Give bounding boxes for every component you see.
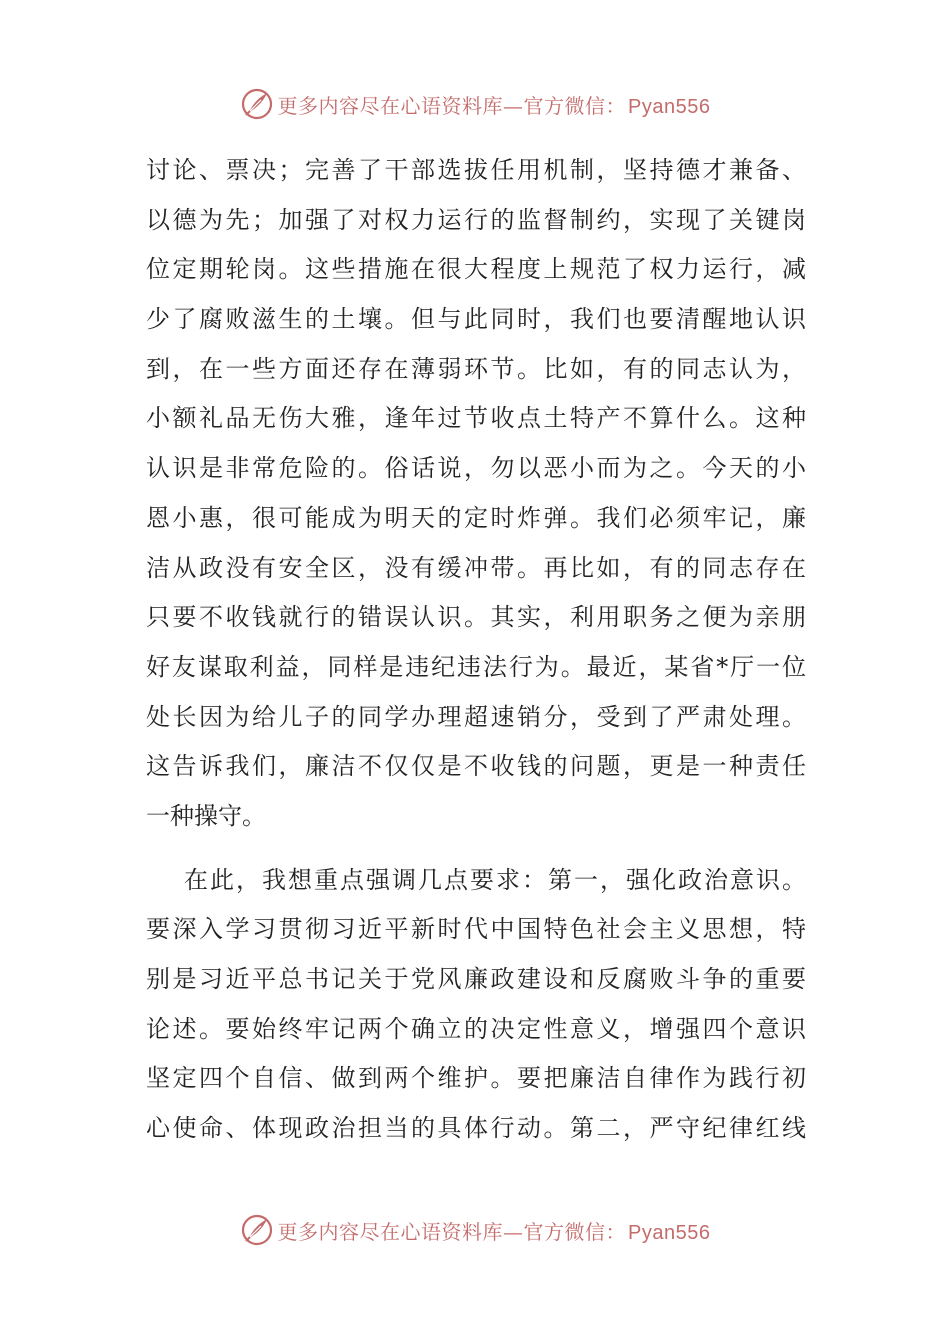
text-line: 别是习近平总书记关于党风廉政建设和反腐败斗争的重要 <box>146 965 806 993</box>
feather-pen-icon <box>240 87 274 121</box>
text-line: 洁从政没有安全区，没有缓冲带。再比如，有的同志存在 <box>146 553 806 582</box>
text-line: 处长因为给儿子的同学办理超速销分，受到了严肃处理。 <box>146 702 806 731</box>
paragraph-gap <box>146 842 806 856</box>
text-line: 论述。要始终牢记两个确立的决定性意义，增强四个意识 <box>146 1014 806 1043</box>
paragraph-2 <box>146 856 806 1154</box>
text-line: 要深入学习贯彻习近平新时代中国特色社会主义思想，特 <box>146 915 806 944</box>
text-line: 只要不收钱就行的错误认识。其实，利用职务之便为亲朋 <box>146 603 806 632</box>
feather-pen-icon <box>240 1213 274 1247</box>
text-line: 到，在一些方面还存在薄弱环节。比如，有的同志认为， <box>146 354 806 383</box>
text-line: 恩小惠，很可能成为明天的定时炸弹。我们必须牢记，廉 <box>146 503 806 532</box>
text-line: 坚定四个自信、做到两个维护。要把廉洁自律作为践行初 <box>146 1064 806 1093</box>
banner-text-cn: 更多内容尽在心语资料库—官方微信： <box>277 93 627 118</box>
banner-wechat-id: Pyan556 <box>628 95 711 118</box>
text-line: 讨论、票决；完善了干部选拔任用机制，坚持德才兼备、 <box>146 156 806 184</box>
text-line: 位定期轮岗。这些措施在很大程度上规范了权力运行，减 <box>146 255 806 284</box>
banner-text <box>278 1216 711 1245</box>
banner-wechat-id: Pyan556 <box>628 1221 711 1244</box>
paragraph-1 <box>146 146 806 842</box>
text-line: 一种操守。 <box>146 801 266 830</box>
text-line: 心使命、体现政治担当的具体行动。第二，严守纪律红线 <box>146 1114 806 1143</box>
document-body <box>146 146 806 1154</box>
footer-banner <box>0 1208 950 1252</box>
header-banner <box>0 82 950 126</box>
banner-text <box>278 90 711 119</box>
banner-text-cn: 更多内容尽在心语资料库—官方微信： <box>277 1219 627 1244</box>
text-line: 好友谋取利益，同样是违纪违法行为。最近，某省*厅一位 <box>146 652 806 681</box>
text-line: 在此，我想重点强调几点要求：第一，强化政治意识。 <box>184 865 806 894</box>
text-line: 这告诉我们，廉洁不仅仅是不收钱的问题，更是一种责任 <box>146 752 806 781</box>
text-line: 小额礼品无伤大雅，逢年过节收点土特产不算什么。这种 <box>146 404 806 433</box>
text-line: 认识是非常危险的。俗话说，勿以恶小而为之。今天的小 <box>146 454 806 483</box>
text-line: 以德为先；加强了对权力运行的监督制约，实现了关键岗 <box>146 205 806 234</box>
text-line: 少了腐败滋生的土壤。但与此同时，我们也要清醒地认识 <box>146 305 806 334</box>
